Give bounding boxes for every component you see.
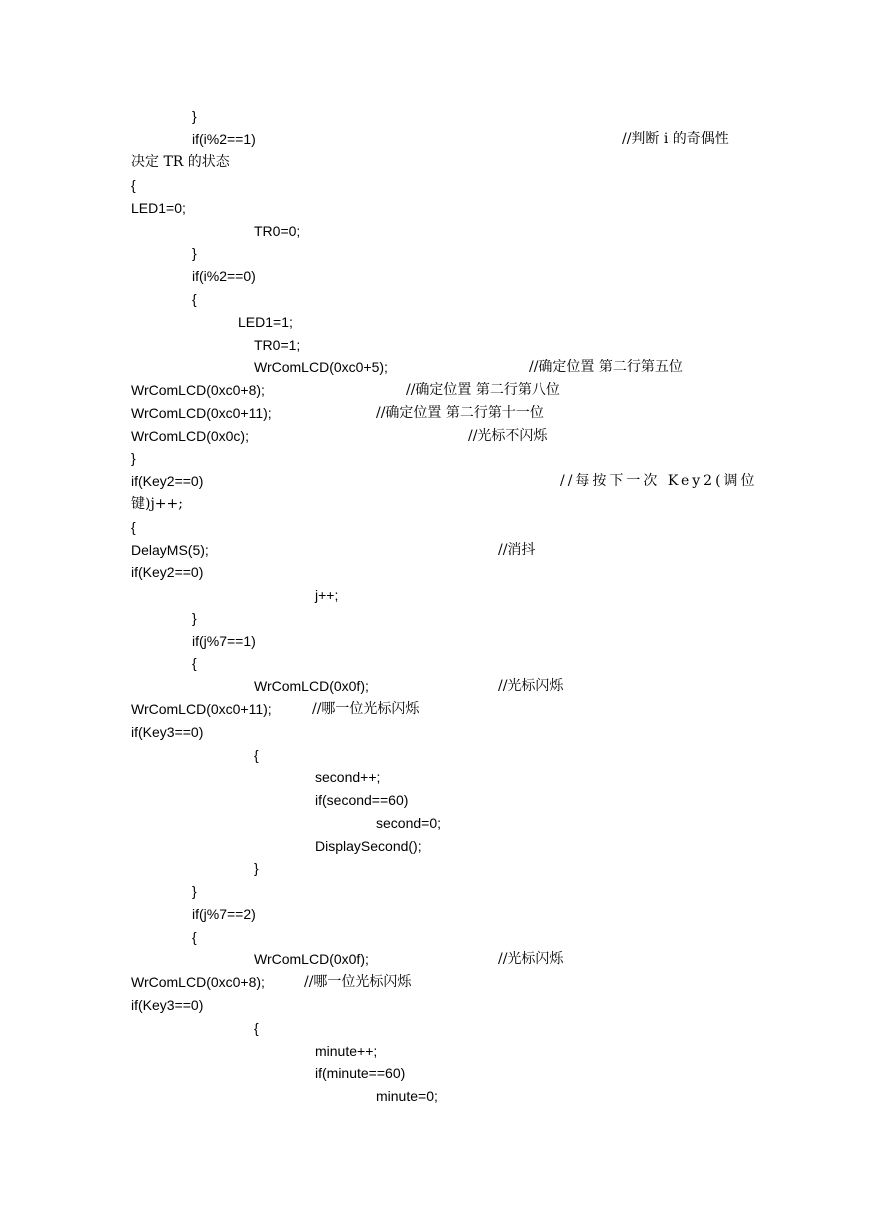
code-line: } — [131, 450, 136, 466]
code-line: { — [192, 655, 197, 671]
code-comment: //光标闪烁 — [498, 678, 564, 694]
code-comment: //每按下一次 Key2(调位 — [560, 473, 758, 489]
code-line: { — [254, 1020, 259, 1036]
code-comment: //光标闪烁 — [498, 951, 564, 967]
code-line: j++; — [315, 587, 339, 603]
code-line: LED1=0; — [131, 200, 186, 216]
code-line: WrComLCD(0x0f); — [254, 678, 369, 694]
code-line: { — [192, 929, 197, 945]
code-line: if(i%2==0) — [192, 268, 256, 284]
code-line: } — [192, 108, 197, 124]
code-line: WrComLCD(0xc0+11); — [131, 701, 272, 717]
code-comment: //哪一位光标闪烁 — [304, 974, 412, 990]
code-comment: //消抖 — [498, 542, 536, 558]
code-line: WrComLCD(0xc0+11); — [131, 405, 272, 421]
code-comment: //确定位置 第二行第八位 — [406, 382, 560, 398]
code-line: WrComLCD(0x0c); — [131, 428, 249, 444]
code-line: } — [192, 610, 197, 626]
code-line: TR0=0; — [254, 223, 301, 239]
code-line: 决定 TR 的状态 — [131, 154, 230, 170]
code-line: { — [131, 177, 136, 193]
code-line: second=0; — [376, 815, 441, 831]
code-comment: //确定位置 第二行第五位 — [529, 359, 683, 375]
code-line: minute++; — [315, 1043, 378, 1059]
code-line: { — [192, 291, 197, 307]
code-line: LED1=1; — [238, 314, 293, 330]
code-line: if(j%7==2) — [192, 906, 256, 922]
code-comment: //判断 i 的奇偶性 — [622, 131, 729, 147]
code-line: minute=0; — [376, 1088, 438, 1104]
code-line: if(Key3==0) — [131, 724, 204, 740]
code-line: WrComLCD(0xc0+8); — [131, 974, 265, 990]
code-line: if(Key2==0) — [131, 473, 204, 489]
code-line: WrComLCD(0x0f); — [254, 951, 369, 967]
code-line: } — [192, 883, 197, 899]
code-line: } — [192, 245, 197, 261]
code-line: if(i%2==1) — [192, 131, 256, 147]
code-line: } — [254, 860, 259, 876]
code-comment: //光标不闪烁 — [468, 428, 548, 444]
code-line: second++; — [315, 769, 381, 785]
code-line: { — [254, 747, 259, 763]
code-line: if(minute==60) — [315, 1065, 406, 1081]
code-line: WrComLCD(0xc0+8); — [131, 382, 265, 398]
code-line: DisplaySecond(); — [315, 838, 422, 854]
code-line: 键)j++; — [131, 496, 183, 512]
code-comment: //确定位置 第二行第十一位 — [376, 405, 544, 421]
code-line: if(Key3==0) — [131, 997, 204, 1013]
code-comment: //哪一位光标闪烁 — [312, 701, 420, 717]
code-line: if(second==60) — [315, 792, 409, 808]
code-line: if(j%7==1) — [192, 633, 256, 649]
code-line: TR0=1; — [254, 337, 301, 353]
code-line: if(Key2==0) — [131, 564, 204, 580]
code-line: DelayMS(5); — [131, 542, 209, 558]
code-line: WrComLCD(0xc0+5); — [254, 359, 388, 375]
code-line: { — [131, 519, 136, 535]
